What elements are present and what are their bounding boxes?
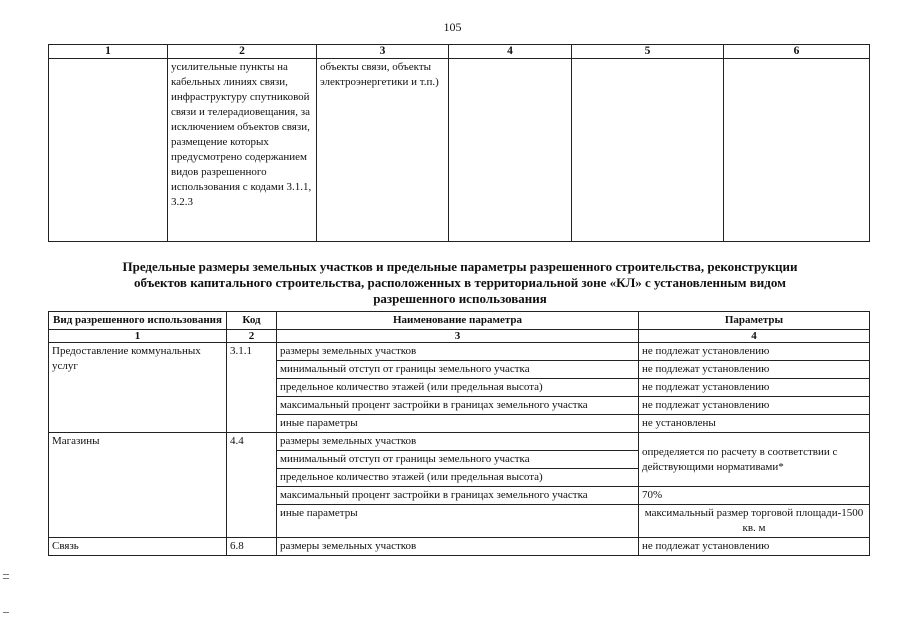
use-type-cell: Магазины: [49, 433, 227, 538]
param-name-cell: размеры земельных участков: [277, 538, 639, 556]
param-value-cell: не подлежат установлению: [639, 538, 870, 556]
param-name-cell: минимальный отступ от границы земельного участка: [277, 451, 639, 469]
use-type-cell: Предоставление коммунальных услуг: [49, 343, 227, 433]
table-cell: усилительные пункты на кабельных линиях связи, инфраструктуру спутниковой связи и телерадиовещания, за исключением объектов связи, размещение которых предусмотрено содержанием видов разрешенного использования с кодами 3.1.1, 3.2.3: [168, 59, 317, 242]
column-header: 6: [724, 45, 870, 59]
code-cell: 3.1.1: [227, 343, 277, 433]
column-header: 4: [449, 45, 572, 59]
header-use-type: Вид разрешенного использования: [49, 312, 227, 330]
param-name-cell: максимальный процент застройки в границах земельного участка: [277, 397, 639, 415]
header-row: [49, 45, 870, 59]
section-title: Предельные размеры земельных участков и предельные параметры разрешенного строительства, реконструкции объектов капитального строительства, расположенных в территориальной зоне «КЛ» с установленным видом разрешенного использования: [122, 259, 798, 306]
param-value-cell: не подлежат установлению: [639, 361, 870, 379]
column-header: 1: [49, 45, 168, 59]
column-number: 3: [277, 330, 639, 343]
param-value-cell: не установлены: [639, 415, 870, 433]
margin-mark: [3, 574, 9, 575]
param-name-cell: размеры земельных участков: [277, 343, 639, 361]
continuation-table: [48, 44, 870, 242]
column-number: 4: [639, 330, 870, 343]
margin-mark: [3, 578, 9, 579]
table-cell: [449, 59, 572, 242]
table-row: [49, 343, 870, 361]
column-header: 2: [168, 45, 317, 59]
param-name-cell: размеры земельных участков: [277, 433, 639, 451]
table-cell: [572, 59, 724, 242]
param-name-cell: предельное количество этажей (или предельная высота): [277, 379, 639, 397]
table-row: [49, 433, 870, 451]
page-number: 105: [443, 20, 462, 34]
header-param-name: Наименование параметра: [277, 312, 639, 330]
column-number: 2: [227, 330, 277, 343]
table-row: [49, 59, 870, 242]
param-name-cell: иные параметры: [277, 415, 639, 433]
header-params: Параметры: [639, 312, 870, 330]
table-cell: [724, 59, 870, 242]
code-cell: 6.8: [227, 538, 277, 556]
table-cell: [49, 59, 168, 242]
param-value-cell-merged: определяется по расчету в соответствии с действующими нормативами*: [639, 433, 870, 487]
table-cell: объекты связи, объекты электроэнергетики и т.п.): [317, 59, 449, 242]
code-cell: 4.4: [227, 433, 277, 538]
param-value-cell: 70%: [639, 487, 870, 505]
parameters-table: [48, 311, 870, 556]
param-value-cell: не подлежат установлению: [639, 397, 870, 415]
column-header: 5: [572, 45, 724, 59]
use-type-cell: Связь: [49, 538, 227, 556]
param-name-cell: максимальный процент застройки в границах земельного участка: [277, 487, 639, 505]
param-name-cell: предельное количество этажей (или предельная высота): [277, 469, 639, 487]
param-value-cell: не подлежат установлению: [639, 343, 870, 361]
column-numbers-row: [49, 330, 870, 343]
table-row: [49, 538, 870, 556]
column-header: 3: [317, 45, 449, 59]
param-value-cell: не подлежат установлению: [639, 379, 870, 397]
param-name-cell: иные параметры: [277, 505, 639, 538]
column-number: 1: [49, 330, 227, 343]
param-value-cell: максимальный размер торговой площади-1500 кв. м: [639, 505, 870, 538]
header-code: Код: [227, 312, 277, 330]
header-row: [49, 312, 870, 330]
param-name-cell: минимальный отступ от границы земельного участка: [277, 361, 639, 379]
margin-mark: [3, 612, 9, 613]
